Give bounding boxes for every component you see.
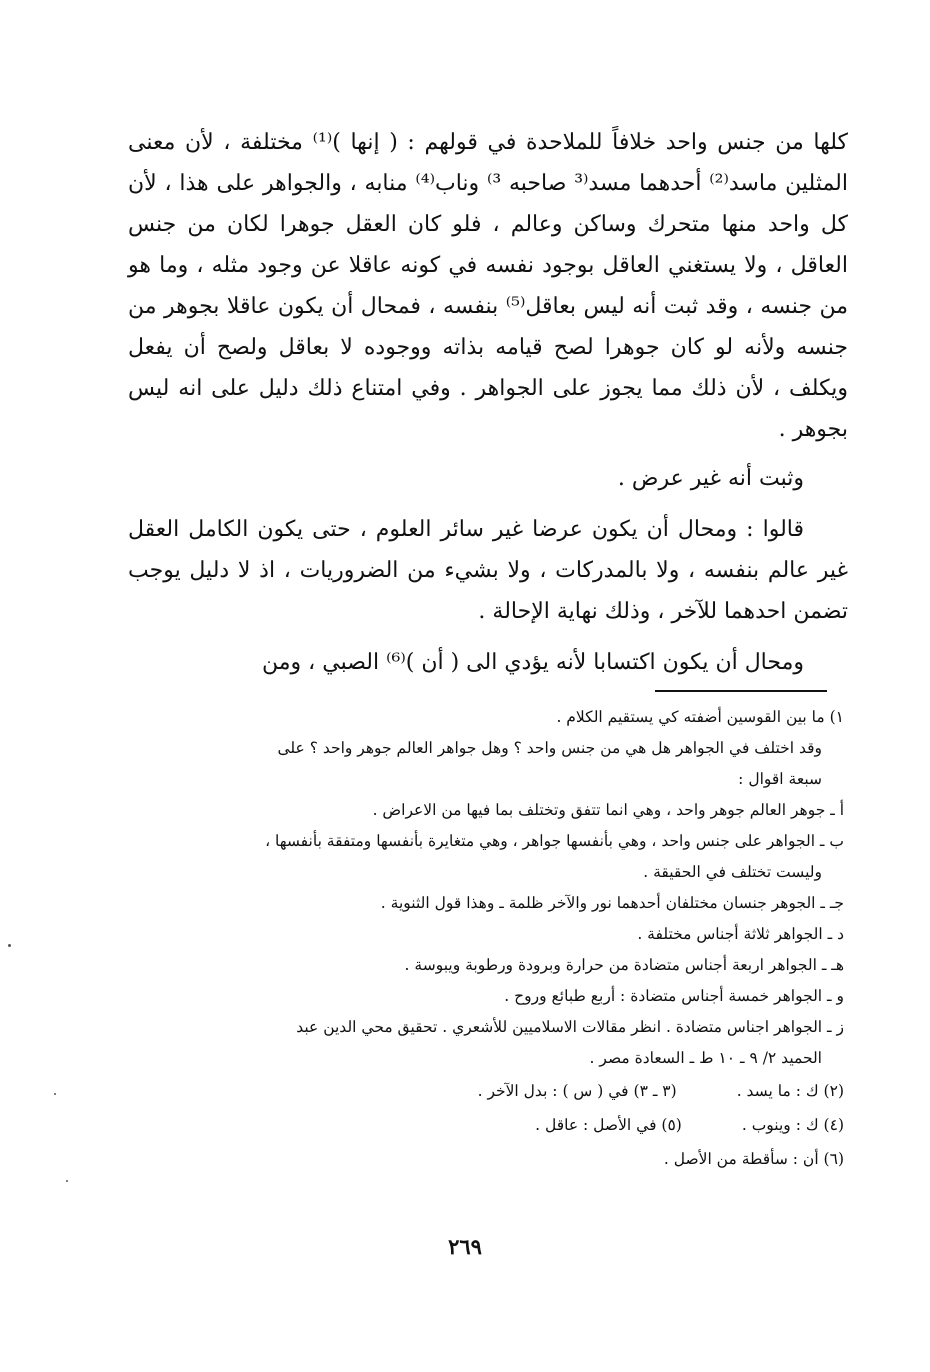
footnote-item-a: أ ـ جوهر العالم جوهر واحد ، وهي انما تتفق وتختلف بما فيها من الاعراض . [372,801,844,819]
paragraph-not-accident: وثبت أنه غير عرض . [617,466,804,491]
footnote-3: (٣ ـ ٣) في ( س ) : بدل الآخر . [477,1082,677,1100]
footnote-separator [655,690,827,692]
footnote-item-f: و ـ الجواهر خمسة أجناس متضادة : أربع طبائع وروح . [504,987,844,1005]
footnote-1-continuation: وقد اختلف في الجواهر هل هي من جنس واحد ؟ وهل جواهر العالم جوهر واحد ؟ على [277,739,822,757]
footnote-item-g: ز ـ الجواهر اجناس متضادة . انظر مقالات الاسلاميين للأشعري . تحقيق محي الدين عبد [296,1018,844,1036]
paragraph-acquisition: ومحال أن يكون اكتسابا لأنه يؤدي الى ( أن )⁽⁶⁾ الصبي ، ومن [262,650,804,675]
paragraph-they-said: قالوا : ومحال أن يكون عرضا غير سائر العلوم ، حتى يكون الكامل العقل غير عالم بنفسه ، ولا بالمدركات ، ولا بشيء من الضروريات ، اذ لا دليل يوجب تضمن احدهما للآخر ، وذلك نهاية الإحالة . [128,517,848,624]
footnote-item-b: ب ـ الجواهر على جنس واحد ، وهي بأنفسها جواهر ، وهي متغايرة بأنفسها ومتفقة بأنفسها ، [265,832,844,850]
footnote-item-c: جـ ـ الجوهر جنسان مختلفان أحدهما نور والآخر ظلمة ـ وهذا قول الثنوية . [380,894,844,912]
scan-speck [66,1180,68,1182]
footnote-item-d: د ـ الجواهر ثلاثة أجناس مختلفة . [637,925,844,943]
footnote-refs-4-5 [128,1108,844,1142]
footnote-item-b-continuation: وليست تختلف في الحقيقة . [643,863,822,881]
scan-speck [8,944,11,947]
paragraph-jawhar-argument: كلها من جنس واحد خلافاً للملاحدة في قولهم : ( إنها )⁽¹⁾ مختلفة ، لأن معنى المثلين ماسد⁽²⁾ أحدهما مسد⁽³ صاحبه ³⁾ وناب⁽⁴⁾ منابه ، والجواهر على هذا ، لأن كل واحد منها متحرك وساكن وعالم ، فلو كان العقل جوهرا لكان من جنس العاقل ، ولا يستغني العاقل بوجود نفسه في كونه عاقلا عن وجود مثله ، وما هو من جنسه ، وقد ثبت أنه ليس بعاقل⁽⁵⁾ بنفسه ، فمحال أن يكون عاقلا بجوهر من جنسه ولأنه لو كان جوهرا لصح قيامه بذاته ووجوده لا بعاقل ولصح أن يفعل ويكلف ، لأن ذلك مما يجوز على الجواهر . وفي امتناع ذلك دليل على انه ليس بجوهر . [128,130,848,442]
footnote-item-e: هـ ـ الجواهر اربعة أجناس متضادة من حرارة وبرودة ورطوبة ويبوسة . [404,956,844,974]
footnote-2: (٢) ك : ما يسد . [736,1082,844,1100]
footnote-refs-2-3 [128,1074,844,1108]
footnote-1-continuation-2: سبعة اقوال : [738,770,822,788]
footnote-item-g-continuation: الحميد ٢/ ٩ ـ ١٠ ط ـ السعادة مصر . [589,1049,822,1067]
footnote-6: (٦) أن : سأقطة من الأصل . [663,1150,844,1168]
main-text [128,122,848,683]
scan-speck [54,1093,56,1095]
footnote-5: (٥) في الأصل : عاقل . [535,1116,682,1134]
footnote-4: (٤) ك : وينوب . [741,1116,844,1134]
footnote-1: ١) ما بين القوسين أضفته كي يستقيم الكلام . [556,708,844,726]
page-number: ٢٦٩ [448,1234,482,1259]
footnotes [128,702,844,1176]
